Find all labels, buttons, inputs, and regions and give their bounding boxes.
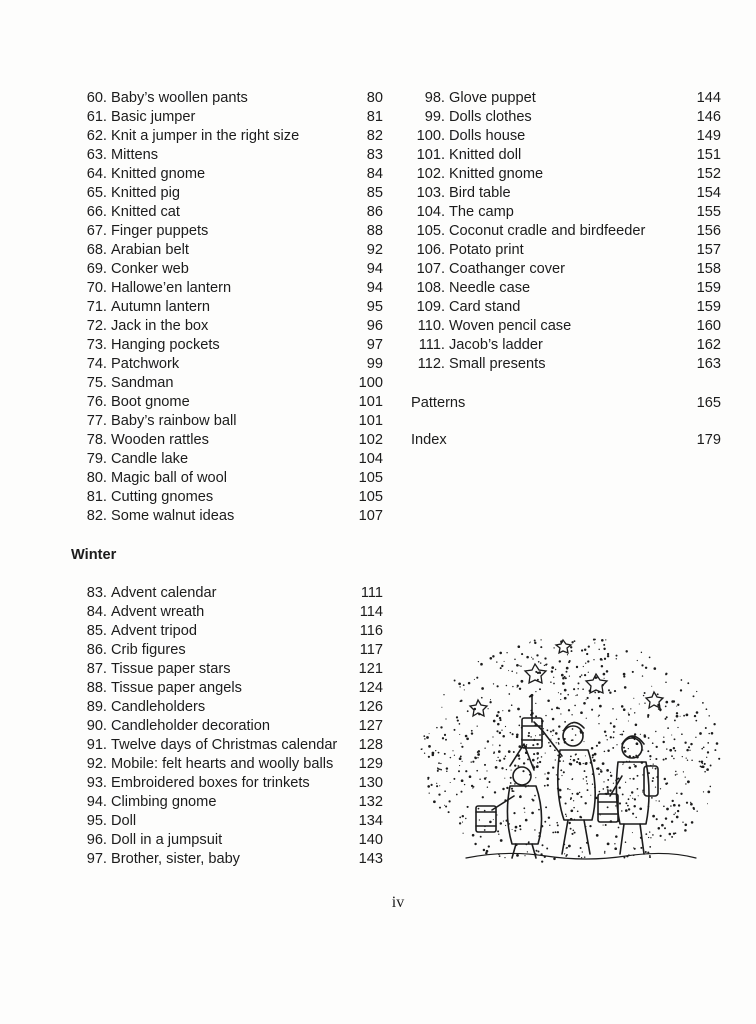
entry-number: 89.: [86, 699, 107, 715]
entry-number: 70.: [86, 280, 107, 296]
entry-page: 159: [696, 299, 721, 315]
entry-page: 96: [366, 318, 383, 334]
night-lantern-children-illustration: [418, 626, 724, 870]
entry-title: Tissue paper angels: [111, 680, 242, 696]
toc-entry: [70, 393, 383, 412]
entry-number: 90.: [86, 718, 107, 734]
entry-number: 72.: [86, 318, 107, 334]
toc-entry: [408, 127, 721, 146]
entry-page: 84: [366, 166, 383, 182]
toc-entry: [408, 298, 721, 317]
toc-entry: [70, 279, 383, 298]
entry-title: Some walnut ideas: [111, 508, 235, 524]
entry-page: 97: [366, 337, 383, 353]
toc-entry: [70, 450, 383, 469]
toc-entry: [70, 355, 383, 374]
entry-page: 99: [366, 356, 383, 372]
entry-page: 127: [358, 718, 383, 734]
entry-number: 94.: [86, 794, 107, 810]
entry-page: 179: [696, 432, 721, 448]
entry-title: Cutting gnomes: [111, 489, 214, 505]
entry-title: Patterns: [411, 395, 466, 411]
entry-title: Knitted pig: [111, 185, 180, 201]
entry-title: Bird table: [449, 185, 511, 201]
entry-title: The camp: [449, 204, 514, 220]
toc-entry: [70, 431, 383, 450]
left-entries-group: [70, 89, 383, 526]
entry-number: 98.: [424, 90, 445, 106]
entry-title: Basic jumper: [111, 109, 196, 125]
toc-entry: [70, 488, 383, 507]
entry-title: Card stand: [449, 299, 521, 315]
toc-entry: [70, 660, 383, 679]
entry-page: 95: [366, 299, 383, 315]
entry-number: 108.: [416, 280, 445, 296]
toc-entry: [70, 203, 383, 222]
toc-entry: [70, 584, 383, 603]
entry-page: 116: [359, 623, 383, 639]
toc-entry: [408, 108, 721, 127]
entry-page: 156: [696, 223, 721, 239]
index-entry: [408, 431, 721, 450]
entry-page: 162: [696, 337, 721, 353]
entry-page: 143: [358, 851, 383, 867]
patterns-entry: [408, 394, 721, 413]
entry-title: Mittens: [111, 147, 159, 163]
entry-number: 78.: [86, 432, 107, 448]
entry-number: 99.: [424, 109, 445, 125]
toc-entry: [70, 89, 383, 108]
entry-title: Finger puppets: [111, 223, 209, 239]
entry-page: 144: [696, 90, 721, 106]
entry-number: 64.: [86, 166, 107, 182]
entry-page: 165: [696, 395, 721, 411]
toc-entry: [70, 793, 383, 812]
entry-page: 101: [358, 413, 383, 429]
entry-title: Small presents: [449, 356, 546, 372]
toc-entry: [70, 831, 383, 850]
entry-page: 85: [366, 185, 383, 201]
entry-number: 102.: [416, 166, 445, 182]
toc-entry: [408, 222, 721, 241]
entry-number: 86.: [86, 642, 107, 658]
toc-entry: [70, 146, 383, 165]
entry-title: Coathanger cover: [449, 261, 566, 277]
entry-page: 140: [358, 832, 383, 848]
entry-page: 88: [366, 223, 383, 239]
entry-number: 103.: [416, 185, 445, 201]
entry-page: 105: [358, 489, 383, 505]
entry-number: 76.: [86, 394, 107, 410]
entry-title: Baby’s woollen pants: [111, 90, 248, 106]
toc-entry: [70, 641, 383, 660]
toc-entry: [408, 165, 721, 184]
entry-number: 83.: [86, 585, 107, 601]
entry-title: Patchwork: [111, 356, 180, 372]
entry-title: Candleholder decoration: [111, 718, 271, 734]
entry-page: 102: [358, 432, 383, 448]
entry-page: 126: [358, 699, 383, 715]
toc-entry: [70, 698, 383, 717]
entry-title: Woven pencil case: [449, 318, 572, 334]
entry-title: Index: [411, 432, 447, 448]
entry-page: 81: [366, 109, 383, 125]
toc-entry: [70, 241, 383, 260]
entry-page: 128: [358, 737, 383, 753]
entry-number: 74.: [86, 356, 107, 372]
entry-title: Candleholders: [111, 699, 206, 715]
entry-title: Potato print: [449, 242, 524, 258]
entry-number: 104.: [416, 204, 445, 220]
entry-number: 107.: [416, 261, 445, 277]
entry-title: Glove puppet: [449, 90, 536, 106]
entry-number: 85.: [86, 623, 107, 639]
entry-title: Advent tripod: [111, 623, 197, 639]
entry-page: 86: [366, 204, 383, 220]
entry-number: 69.: [86, 261, 107, 277]
toc-entry: [70, 184, 383, 203]
entry-number: 80.: [86, 470, 107, 486]
entry-number: 84.: [86, 604, 107, 620]
toc-entry: [70, 317, 383, 336]
entry-title: Conker web: [111, 261, 189, 277]
entry-page: 111: [360, 585, 383, 601]
toc-entry: [408, 89, 721, 108]
entry-number: 111.: [418, 337, 445, 353]
entry-title: Arabian belt: [111, 242, 189, 258]
entry-number: 93.: [86, 775, 107, 791]
entry-title: Knit a jumper in the right size: [111, 128, 300, 144]
entry-title: Sandman: [111, 375, 174, 391]
entry-page: 160: [696, 318, 721, 334]
entry-page: 114: [359, 604, 383, 620]
page-number: iv: [391, 894, 405, 911]
entry-number: 88.: [86, 680, 107, 696]
entry-title: Dolls house: [449, 128, 526, 144]
entry-title: Hanging pockets: [111, 337, 220, 353]
entry-title: Dolls clothes: [449, 109, 532, 125]
entry-number: 79.: [86, 451, 107, 467]
entry-number: 101.: [416, 147, 445, 163]
entry-number: 68.: [86, 242, 107, 258]
entry-page: 101: [358, 394, 383, 410]
entry-number: 77.: [86, 413, 107, 429]
entry-page: 134: [358, 813, 383, 829]
entry-page: 107: [358, 508, 383, 524]
entry-page: 92: [366, 242, 383, 258]
toc-entry: [408, 241, 721, 260]
toc-entry: [70, 736, 383, 755]
entry-number: 75.: [86, 375, 107, 391]
toc-entry: [408, 260, 721, 279]
entry-title: Baby’s rainbow ball: [111, 413, 237, 429]
toc-entry: [70, 717, 383, 736]
entry-number: 106.: [416, 242, 445, 258]
toc-entry: [70, 165, 383, 184]
entry-number: 81.: [86, 489, 107, 505]
entry-page: 157: [696, 242, 721, 258]
toc-entry: [408, 336, 721, 355]
entry-number: 62.: [86, 128, 107, 144]
entry-number: 97.: [86, 851, 107, 867]
entry-title: Crib figures: [111, 642, 186, 658]
entry-number: 91.: [86, 737, 107, 753]
entry-title: Doll: [111, 813, 137, 829]
entry-title: Embroidered boxes for trinkets: [111, 775, 310, 791]
entry-title: Boot gnome: [111, 394, 190, 410]
toc-entry: [408, 146, 721, 165]
toc-entry: [70, 774, 383, 793]
entry-title: Autumn lantern: [111, 299, 210, 315]
entry-title: Knitted doll: [449, 147, 522, 163]
toc-entry: [70, 469, 383, 488]
entry-page: 130: [358, 775, 383, 791]
entry-title: Tissue paper stars: [111, 661, 231, 677]
toc-entry: [70, 298, 383, 317]
entry-title: Advent calendar: [111, 585, 217, 601]
entry-title: Jacob’s ladder: [449, 337, 543, 353]
toc-entry: [70, 622, 383, 641]
entry-page: 129: [358, 756, 383, 772]
toc-entry: [70, 336, 383, 355]
entry-page: 94: [366, 280, 383, 296]
entry-page: 151: [696, 147, 721, 163]
entry-title: Knitted gnome: [111, 166, 206, 182]
entry-title: Knitted gnome: [449, 166, 544, 182]
right-entries-group: [408, 89, 721, 374]
entry-page: 163: [696, 356, 721, 372]
entry-page: 104: [358, 451, 383, 467]
entry-page: 121: [358, 661, 383, 677]
entry-number: 73.: [86, 337, 107, 353]
toc-entry: [70, 507, 383, 526]
entry-number: 95.: [86, 813, 107, 829]
entry-number: 65.: [86, 185, 107, 201]
toc-entry: [70, 603, 383, 622]
entry-title: Doll in a jumpsuit: [111, 832, 223, 848]
winter-entries-group: [70, 584, 383, 869]
toc-entry: [70, 850, 383, 869]
entry-title: Jack in the box: [111, 318, 209, 334]
entry-page: 152: [696, 166, 721, 182]
entry-page: 80: [366, 90, 383, 106]
entry-title: Advent wreath: [111, 604, 205, 620]
toc-entry: [408, 279, 721, 298]
entry-title: Needle case: [449, 280, 531, 296]
entry-page: 124: [358, 680, 383, 696]
entry-title: Coconut cradle and birdfeeder: [449, 223, 646, 239]
entry-page: 159: [696, 280, 721, 296]
entry-page: 100: [358, 375, 383, 391]
entry-page: 158: [696, 261, 721, 277]
entry-number: 110.: [417, 318, 445, 334]
toc-entry: [70, 412, 383, 431]
toc-entry: [70, 108, 383, 127]
toc-entry: [408, 203, 721, 222]
entry-page: 132: [358, 794, 383, 810]
entry-page: 117: [359, 642, 383, 658]
toc-entry: [70, 260, 383, 279]
entry-number: 66.: [86, 204, 107, 220]
entry-number: 71.: [86, 299, 107, 315]
entry-title: Hallowe’en lantern: [111, 280, 232, 296]
section-heading-winter: Winter: [71, 547, 117, 563]
entry-number: 67.: [86, 223, 107, 239]
toc-entry: [408, 355, 721, 374]
entry-page: 82: [366, 128, 383, 144]
toc-entry: [408, 317, 721, 336]
entry-title: Twelve days of Christmas calendar: [111, 737, 338, 753]
toc-entry: [70, 222, 383, 241]
entry-page: 146: [696, 109, 721, 125]
entry-title: Brother, sister, baby: [111, 851, 240, 867]
entry-number: 100.: [416, 128, 445, 144]
toc-entry: [70, 755, 383, 774]
entry-page: 83: [366, 147, 383, 163]
entry-title: Magic ball of wool: [111, 470, 227, 486]
entry-number: 61.: [86, 109, 107, 125]
toc-entry: [70, 679, 383, 698]
entry-number: 105.: [416, 223, 445, 239]
entry-number: 60.: [86, 90, 107, 106]
entry-title: Mobile: felt hearts and woolly balls: [111, 756, 334, 772]
entry-title: Candle lake: [111, 451, 189, 467]
entry-page: 155: [696, 204, 721, 220]
entry-number: 63.: [86, 147, 107, 163]
entry-page: 105: [358, 470, 383, 486]
entry-title: Knitted cat: [111, 204, 180, 220]
entry-number: 87.: [86, 661, 107, 677]
entry-number: 109.: [416, 299, 445, 315]
toc-entry: [70, 374, 383, 393]
entry-number: 96.: [86, 832, 107, 848]
entry-page: 154: [696, 185, 721, 201]
entry-title: Climbing gnome: [111, 794, 217, 810]
entry-number: 92.: [86, 756, 107, 772]
entry-page: 149: [696, 128, 721, 144]
toc-entry: [70, 812, 383, 831]
entry-title: Wooden rattles: [111, 432, 209, 448]
entry-number: 82.: [86, 508, 107, 524]
toc-entry: [70, 127, 383, 146]
entry-page: 94: [366, 261, 383, 277]
toc-entry: [408, 184, 721, 203]
entry-number: 112.: [417, 356, 445, 372]
